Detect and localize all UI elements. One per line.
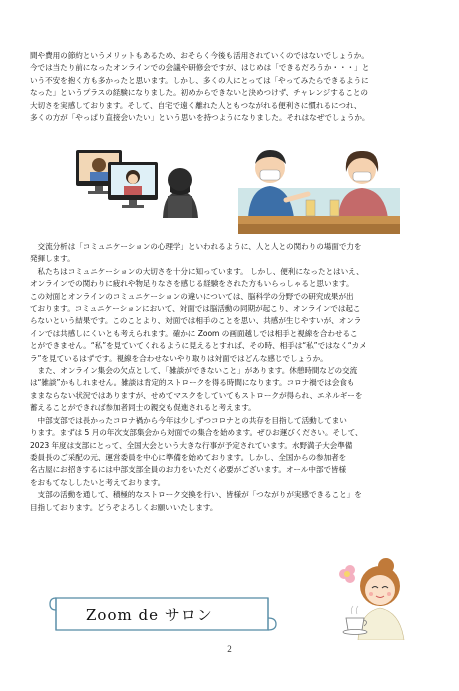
page-title: Zoom de サロン xyxy=(86,606,213,624)
paragraph-intro: 間や費用の節約というメリットもあるため、おそらく今後も活用されていくのではないでしょうか。 今では当たり前になったオンラインでの会議や研修会ですが、はじめは「できるだろうか・・・」と いう不安を抱く方も多かったと思います。しかし、多くの人にとっては「やってみたらできるように なった」というプラスの経験になりました。初めからできないと決めつけず、チャレンジすることの 大切さを実感しております。そして、自宅で遠く離れた人ともつながれる便利さに慣れるにつれ、 多くの方が「やっぱり直接会いたい」という思いを持つようになりました。それはなぜでしょうか。 xyxy=(30,51,370,123)
tea-woman-illustration xyxy=(334,556,414,640)
paragraph-main: 交流分析は「コミュニケーションの心理学」といわれるように、人と人との関わりの場面で力を 発揮します。 私たちはコミュニケーションの大切さを十分に知っています。 しかし、便利になったとはいえ、 オンラインでの関わりに疲れや物足りなさを感じる経験をされた方もいらっしゃると思います。 この対面とオンラインのコミュニケーションの違いについては、脳科学の分野での研究成果が出 ております。コミュニケーションにおいて、対面では脳活動の同期が起こり、オンラインでは起こ らないという結果です。このことより、対面では相手のことを思い、共感が生じやすいが、オンラ インでは共感しにくいとも考えられます。確かに Zoom の画面越しでは相手と視線を合わせるこ とができません。“私”を見ていてくれるように見えるとすれば、その時、相手は“私”ではなく“カメ ラ”を見ているはずです。視線を合わせないやり取りは対面ではどんな感じでしょうか。 また、オンライン集会の欠点として、「雑談ができないこと」があります。休憩時間などの交流 は“雑談”かもしれません。雑談は肯定的ストロークを得る時間になります。コロナ禍では会食も ままならない状況ではありますが、せめてマスクをしていてもストロークが得られ、エネルギーを 蓄えることができれば参加者同士の親交も促進されると考えます。 中部支部では長かったコロナ禍から今年は少しずつコロナとの共存を目指して活動してまい ります。まずは 5 月の年次支部集会から対面での集合を始めます。ぜひお運びください。そして、 2023 年度は支部にとって、全国大会という大きな行事が予定されています。水野満子大会準備 委員長のご采配の元、運営委員を中心に準備を始めております。しかし、全国からの参加者を 名古屋にお招きするには中部支部全員のお力をいただく必要がございます。オール中部で皆様 をおもてなししたいと考えております。 支部の活動を通して、積極的なストローク交換を行い、皆様が「つながりが実感できること」を 目指しております。どうぞよろしくお願いいたします。 xyxy=(30,242,367,512)
masked-people-illustration xyxy=(238,138,400,234)
page-number: 2 xyxy=(227,644,232,654)
online-meeting-illustration xyxy=(68,146,208,218)
